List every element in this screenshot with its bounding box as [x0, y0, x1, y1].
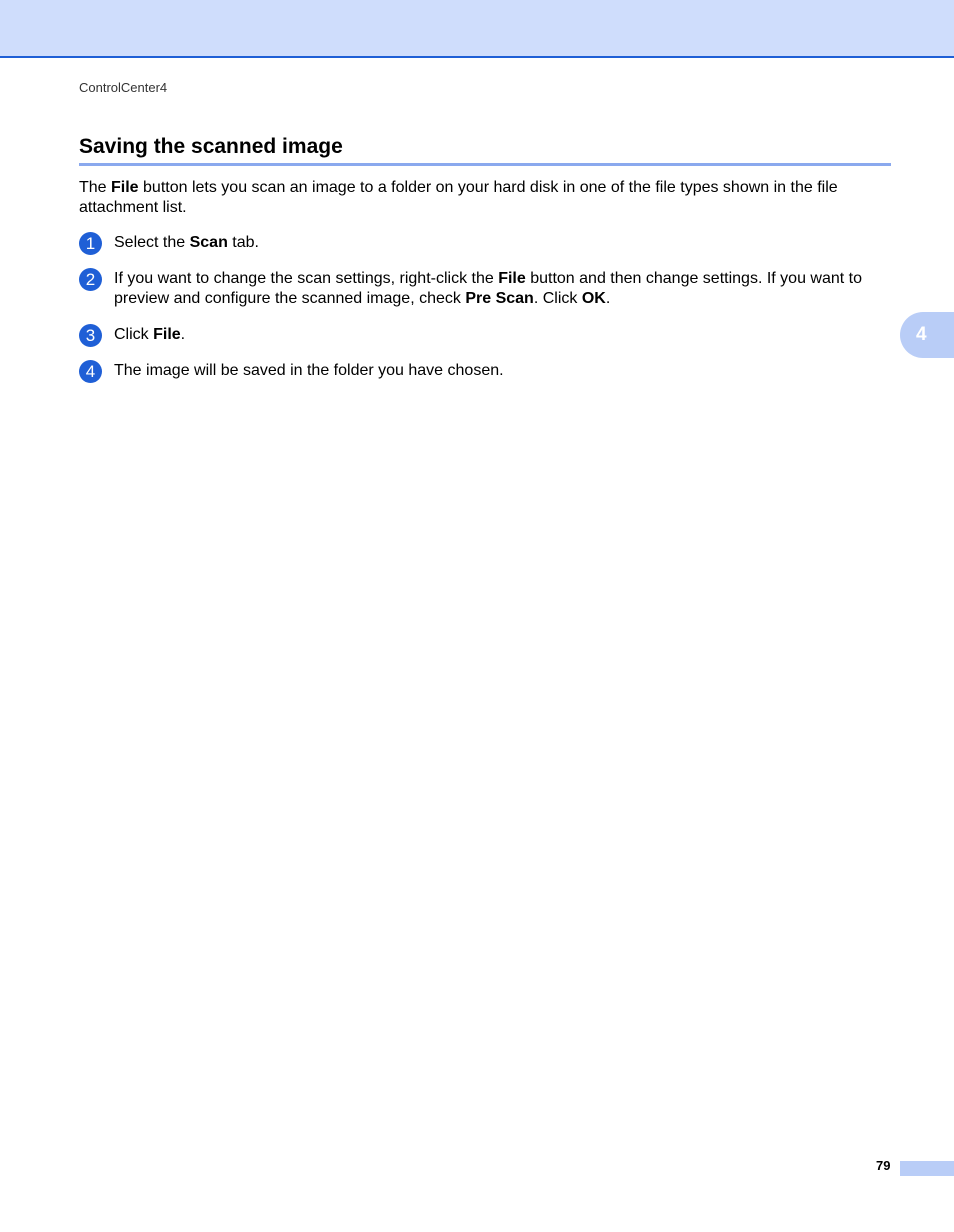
step-1 — [79, 233, 891, 253]
step-text — [114, 269, 891, 309]
bold-term: OK — [581, 290, 606, 307]
text-run: The — [79, 179, 112, 196]
step-2 — [79, 269, 891, 309]
bold-term: File — [153, 326, 181, 343]
chapter-tab: 4 — [900, 312, 954, 358]
step-number-badge: 1 — [79, 232, 102, 255]
section-title: Saving the scanned image — [79, 135, 891, 166]
step-text — [114, 325, 891, 345]
step-number-badge: 3 — [79, 324, 102, 347]
page-number: 79 — [876, 1158, 891, 1173]
page-tab-marker — [900, 1161, 954, 1176]
bold-term: Scan — [189, 234, 228, 251]
bold-term: Pre Scan — [465, 290, 534, 307]
text-run: . Click — [533, 290, 582, 307]
text-run: If you want to change the scan settings, right-click the — [114, 270, 499, 287]
step-4 — [79, 361, 891, 381]
text-run: Select the — [114, 234, 190, 251]
text-run: . — [180, 326, 186, 343]
text-run: . — [605, 290, 611, 307]
text-run: tab. — [227, 234, 259, 251]
text-run: button and then change settings. If you want to preview and configure the scanned image, check — [114, 270, 862, 307]
bold-term: File — [498, 270, 526, 287]
text-run: button lets you scan an image to a folder on your hard disk in one of the file types shown in the file attachment list. — [79, 179, 838, 216]
text-run: Click — [114, 326, 154, 343]
intro-paragraph — [79, 178, 891, 218]
step-text — [114, 233, 891, 253]
step-3 — [79, 325, 891, 345]
header-band — [0, 0, 954, 58]
bold-term: File — [111, 179, 139, 196]
step-text — [114, 361, 891, 381]
step-number-badge: 4 — [79, 360, 102, 383]
text-run: The image will be saved in the folder you have chosen. — [114, 362, 504, 379]
running-header: ControlCenter4 — [79, 80, 168, 95]
step-number-badge: 2 — [79, 268, 102, 291]
